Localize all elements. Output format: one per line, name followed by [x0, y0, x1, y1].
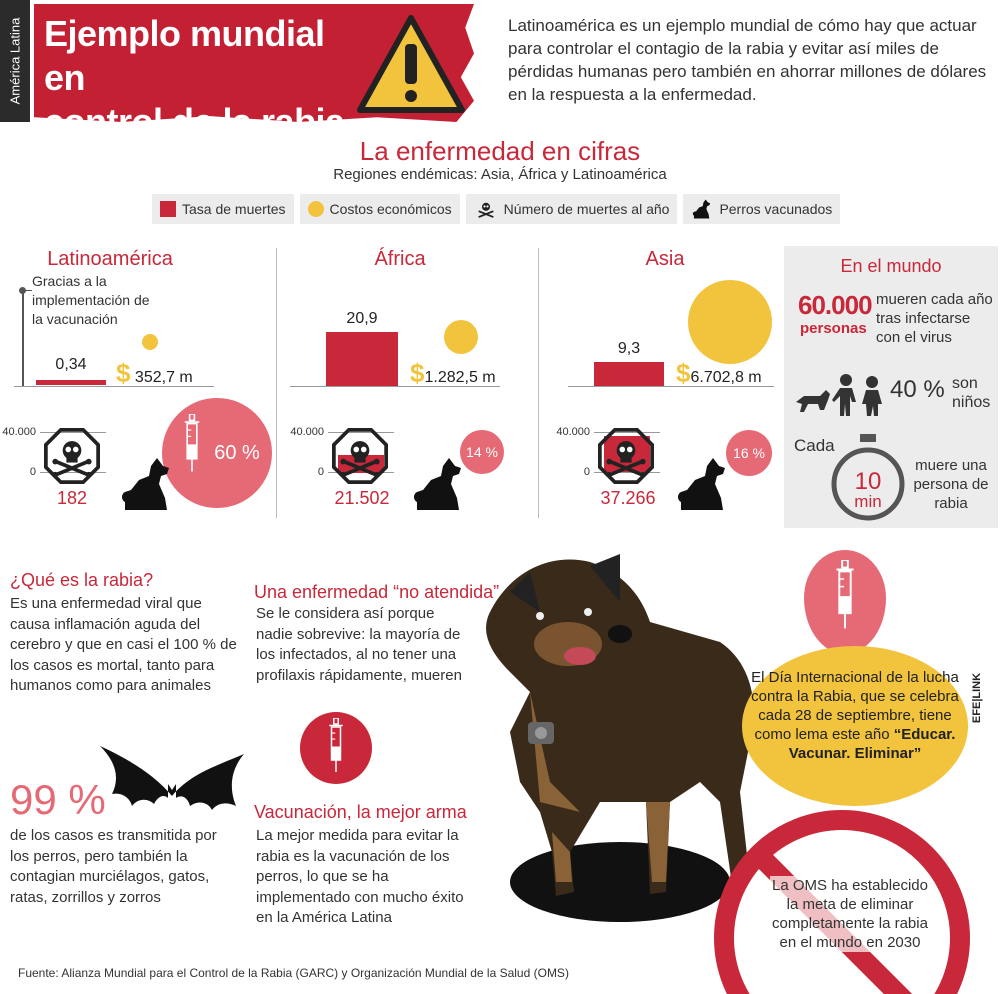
vaccinated-value: 14 %: [466, 444, 498, 460]
dollar-icon: $: [676, 358, 691, 388]
legend-label: Tasa de muertes: [182, 201, 286, 217]
red-square-icon: [160, 201, 176, 217]
dog-icon: [672, 454, 734, 514]
interval-text: muere una persona de rabia: [913, 457, 989, 512]
deaths-value: 37.266: [600, 488, 656, 508]
note-leader-dot: [19, 287, 26, 294]
region-tag: [0, 0, 30, 122]
cost-label: [676, 358, 762, 389]
credit-logo: [962, 666, 992, 730]
cost-label: [116, 358, 193, 389]
death-rate-value: 20,9: [346, 310, 378, 327]
what-is-rabies-title: ¿Qué es la rabia?: [10, 570, 154, 590]
cost-value: 1.282,5 m: [424, 369, 496, 386]
axis-min-label: 0: [583, 466, 590, 478]
axis-max-label: 40.000: [2, 426, 36, 438]
axis-min-label: 0: [29, 466, 36, 478]
vaccination-title: Vacunación, la mejor arma: [254, 802, 467, 822]
legend-item-deaths-rate: [152, 194, 294, 224]
world-deaths-number: 60.000: [798, 290, 872, 320]
legend-item-dogs: [683, 194, 840, 224]
axis-max-label: 40.000: [290, 426, 324, 438]
credit-logo-text: EFE|LINK: [971, 672, 983, 724]
dollar-icon: $: [410, 358, 425, 388]
warning-icon: [356, 14, 466, 114]
dog-icon: [116, 454, 178, 514]
campaign-motto: “Educar. Vacunar. Eliminar”: [788, 726, 956, 762]
page-title-line1: Ejemplo mundial en: [44, 13, 325, 98]
dog-icon: [408, 454, 470, 514]
interval-number: 10: [854, 468, 882, 495]
death-rate-bar: [36, 380, 106, 385]
world-deaths-text: mueren cada año tras infectarse con el virus: [876, 291, 993, 346]
syringe-icon: [830, 560, 860, 636]
skull-crossbones-icon: [44, 428, 100, 484]
neglected-title: Una enfermedad “no atendida”: [254, 582, 500, 602]
page-title: [44, 12, 354, 144]
pct-99: 99 %: [10, 776, 106, 823]
cost-circle: [142, 334, 158, 350]
legend-label: Número de muertes al año: [503, 201, 670, 217]
death-rate-value: 0,34: [55, 356, 87, 373]
vaccinated-value: 60 %: [214, 441, 260, 464]
cost-circle: [444, 320, 478, 354]
legend-label: Costos económicos: [329, 201, 452, 217]
cost-value: 6.702,8 m: [690, 369, 762, 386]
region-title-asia: Asia: [645, 248, 685, 270]
cada-label: Cada: [794, 436, 835, 455]
source-text: Fuente: Alianza Mundial para el Control de la Rabia (GARC) y Organización Mundial de la Salud (OMS): [18, 966, 569, 980]
legend-item-costs: [300, 194, 460, 224]
world-title: En el mundo: [840, 256, 942, 276]
figures-subtitle: Regiones endémicas: Asia, África y Latinoamérica: [333, 166, 667, 183]
skull-crossbones-icon: [332, 428, 388, 484]
axis-max-label: 40.000: [556, 426, 590, 438]
intro-text: Latinoamérica es un ejemplo mundial de cómo hay que actuar para controlar el contagio de la rabia y evitar así miles de pérdidas humanas pero también en ahorrar millones de dólares en la respuesta a la enfermedad.: [508, 16, 987, 104]
skull-crossbones-icon: [598, 428, 654, 484]
legend: [152, 194, 840, 224]
what-is-rabies-text: Es una enfermedad viral que causa inflamación aguda del cerebro y que en casi el 100 % de los casos es mortal, tanto para humanos como para animales: [10, 595, 237, 694]
skull-crossbones-icon: [474, 198, 498, 220]
neglected-text: Se le considera así porque nadie sobrevive: la mayoría de los infectados, al no tener una profilaxis rápidamente, mueren: [256, 605, 462, 684]
yellow-circle-icon: [308, 201, 324, 217]
syringe-icon: [324, 718, 348, 778]
dog-and-children-icon: [794, 372, 890, 418]
death-rate-bar: [594, 362, 664, 386]
campaign-text: [750, 668, 960, 763]
interval-unit: min: [854, 492, 882, 511]
divider: [276, 248, 277, 518]
vaccinated-value: 16 %: [733, 445, 765, 461]
note-leader-line: [22, 290, 24, 386]
legend-item-deaths-year: [466, 194, 678, 224]
legend-label: Perros vacunados: [719, 201, 833, 217]
children-text: son niños: [952, 375, 991, 411]
vaccination-text: La mejor medida para evitar la rabia es la vacunación de los perros, lo que se ha implementado con mucho éxito en la América Latina: [256, 827, 464, 926]
dog-icon: [691, 198, 713, 220]
deaths-value: 21.502: [334, 488, 390, 508]
cost-circle: [688, 280, 772, 364]
divider: [538, 248, 539, 518]
death-rate-bar: [326, 332, 398, 386]
children-pct: 40 %: [890, 376, 945, 403]
pct-99-text: de los casos es transmitida por los perros, pero también la contagian murciélagos, gatos, ratas, zorrillos y zorros: [10, 827, 217, 906]
cost-label: [410, 358, 496, 389]
latam-note: Gracias a la implementación de la vacunación: [32, 273, 150, 327]
figures-title: La enfermedad en cifras: [359, 136, 641, 166]
region-title-africa: África: [374, 248, 426, 270]
vaccinated-circle: [162, 398, 272, 508]
region-tag-label: América Latina: [7, 17, 23, 105]
dollar-icon: $: [116, 358, 131, 388]
axis-min-label: 0: [317, 466, 324, 478]
page-title-line2: control de la rabia: [44, 101, 345, 142]
deaths-value: 182: [56, 488, 88, 508]
oms-goal-text: La OMS ha establecido la meta de eliminar completamente la rabia en el mundo en 2030: [770, 876, 930, 952]
region-title-latam: Latinoamérica: [47, 248, 173, 270]
cost-value: 352,7 m: [134, 369, 193, 386]
world-deaths-unit: personas: [800, 320, 867, 337]
campaign-desc: El Día Internacional de la lucha contra la Rabia, que se celebra cada 28 de septiembre, tiene como lema este año: [751, 669, 959, 743]
death-rate-value: 9,3: [617, 340, 641, 357]
syringe-icon: [180, 414, 204, 478]
